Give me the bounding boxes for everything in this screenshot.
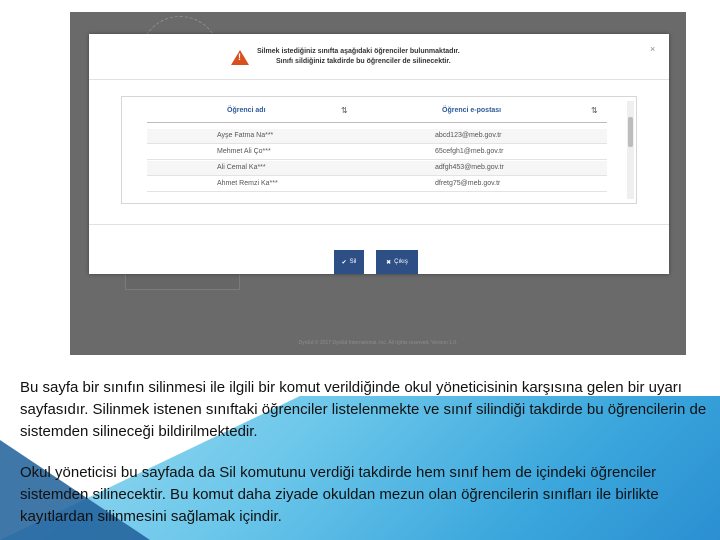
student-email-cell: adfgh453@meb.gov.tr	[435, 164, 504, 171]
exit-button-label: Çıkış	[394, 259, 408, 265]
header-divider	[147, 122, 607, 123]
delete-warning-modal	[89, 34, 669, 274]
column-header-name[interactable]: Öğrenci adı	[227, 107, 266, 114]
app-footer: DynEd © 2017 DynEd International, Inc. All rights reserved. Version 1.0.	[298, 340, 458, 346]
student-email-cell: 65cefgh1@meb.gov.tr	[435, 148, 504, 155]
table-row	[147, 129, 607, 144]
warning-message-line2: Sınıfı sildiğiniz takdirde bu öğrenciler de silinecektir.	[276, 58, 451, 65]
table-scrollbar-thumb[interactable]	[628, 117, 633, 147]
caption-paragraph-2: Okul yöneticisi bu sayfada da Sil komutunu verdiği takdirde hem sınıf hem de içindeki öğrenciler sistemden silinecektir. Bu komut daha ziyade okuldan mezun olan öğrencilerin sınıfları ile birlikte kayıtlardan silinmesini sağlamak içindir.	[20, 464, 659, 525]
table-row	[147, 177, 607, 192]
table-scrollbar[interactable]	[627, 101, 634, 199]
warning-message-line1: Silmek istediğiniz sınıfta aşağıdaki öğrenciler bulunmaktadır.	[257, 48, 460, 55]
student-email-cell: dfretg75@meb.gov.tr	[435, 180, 501, 187]
table-row	[147, 145, 607, 160]
student-email-cell: abcd123@meb.gov.tr	[435, 132, 502, 139]
delete-button-label: Sil	[349, 259, 357, 265]
close-icon[interactable]: ×	[650, 44, 656, 54]
check-circle-icon: ✔	[341, 259, 347, 266]
student-name-cell: Ahmet Remzi Ka***	[217, 180, 278, 187]
sort-icon[interactable]: ⇅	[591, 106, 598, 115]
column-header-email[interactable]: Öğrenci e-postası	[442, 107, 502, 114]
exit-button[interactable]	[376, 250, 418, 274]
table-row	[147, 161, 607, 176]
students-table	[121, 96, 637, 204]
student-name-cell: Ayşe Fatma Na***	[217, 132, 274, 139]
warning-icon: !	[231, 50, 249, 65]
student-name-cell: Ali Cemal Ka***	[217, 164, 266, 171]
modal-header	[89, 34, 669, 80]
delete-button[interactable]	[334, 250, 364, 274]
caption-paragraph-1: Bu sayfa bir sınıfın silinmesi ile ilgili bir komut verildiğinde okul yöneticisinin karşısına gelen bir uyarı sayfasıdır. Silinmek istenen sınıftaki öğrenciler listelenmekte ve sınıf silindiği takdirde bu öğrencilerin de sistemden silineceği bildirilmektedir.	[20, 379, 707, 440]
screenshot	[70, 12, 686, 355]
student-name-cell: Mehmet Ali Ço***	[217, 148, 271, 155]
close-x-icon: ✖	[386, 259, 392, 266]
sort-icon[interactable]: ⇅	[341, 106, 348, 115]
